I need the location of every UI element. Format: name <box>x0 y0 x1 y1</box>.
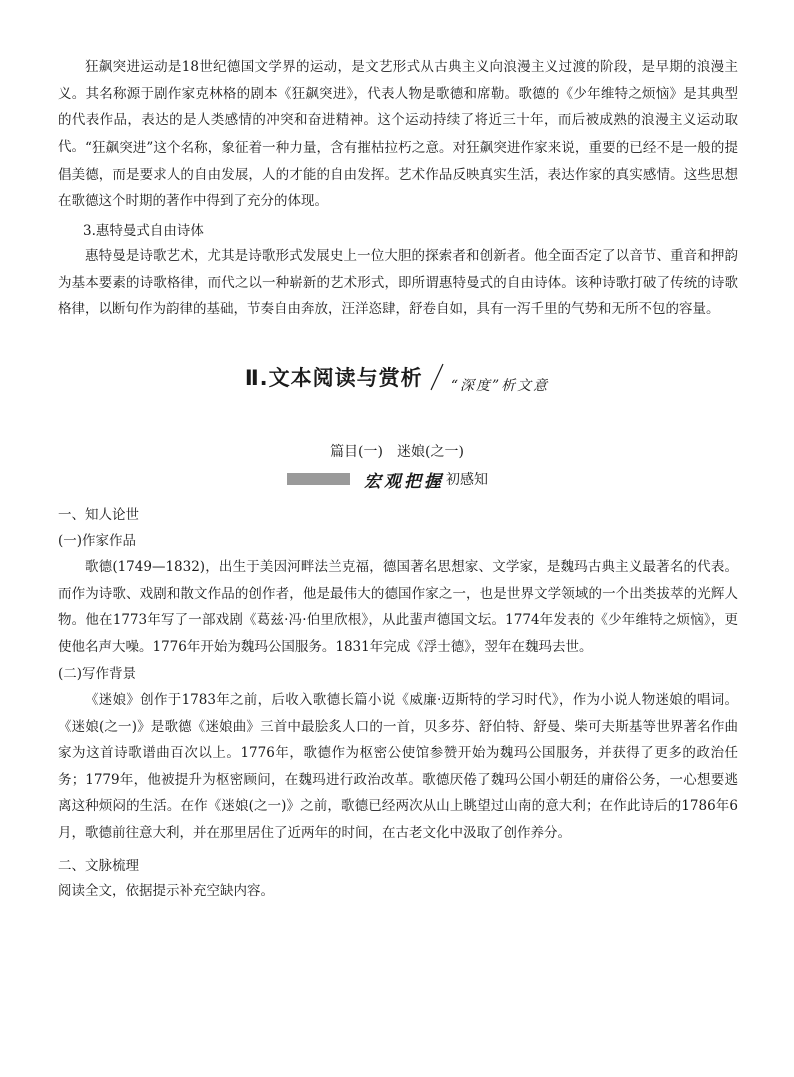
section-title-main: Ⅱ.文本阅读与赏析 <box>244 366 423 390</box>
instruction-fill-blanks: 阅读全文，依据提示补充空缺内容。 <box>58 883 274 899</box>
section-title <box>0 362 794 402</box>
paragraph-writing-background: 《迷娘》创作于1783年之前，后收入歌德长篇小说《威廉·迈斯特的学习时代》，作为小说人物迷娘的唱词。《迷娘(之一)》是歌德《迷娘曲》三首中最脍炙人口的一首，贝多芬、舒伯特、舒曼、柴可夫斯基等世界著名作曲家为这首诗歌谱曲百次以上。1776年，歌德作为枢密公使馆参赞开始为魏玛公国服务，并获得了更多的政治任务；1779年，他被提升为枢密顾问，在魏玛进行政治改革。歌德厌倦了魏玛公国小朝廷的庸俗公务，一心想要逃离这种烦闷的生活。在作《迷娘(之一)》之前，歌德已经两次从山上眺望过山南的意大利；在作此诗后的1786年6月，歌德前往意大利，并在那里居住了近两年的时间，在古老文化中汲取了创作养分。 <box>58 692 738 841</box>
heading-writing-background: (二)写作背景 <box>58 666 137 682</box>
heading-author-works: (一)作家作品 <box>58 533 137 549</box>
paragraph-whitman: 惠特曼是诗歌艺术，尤其是诗歌形式发展史上一位大胆的探索者和创新者。他全面否定了以音节、重音和押韵为基本要素的诗歌格律，而代之以一种崭新的艺术形式，即所谓惠特曼式的自由诗体。该种诗歌打破了传统的诗歌格律，以断句作为韵律的基础，节奏自由奔放，汪洋恣肆，舒卷自如，具有一泻千里的气势和无所不包的容量。 <box>58 248 738 318</box>
section-tagline: “深度”析文意 <box>450 378 550 394</box>
banner-strong-text: 宏观把握 <box>364 471 444 492</box>
article-title: 篇目(一) 迷娘(之一) <box>330 444 464 460</box>
banner-bar-decoration <box>287 473 350 485</box>
subheading-whitman-free-verse: 3.惠特曼式自由诗体 <box>83 223 204 239</box>
overview-banner <box>287 467 488 491</box>
heading-know-author: 一、知人论世 <box>58 507 139 523</box>
paragraph-sturm-und-drang-2: “狂飙突进”这个名称，象征着一种力量，含有摧枯拉朽之意。对狂飙突进作家来说，重要的已经不是一般的提倡美德，而是要求人的自由发展，人的才能的自由发挥。艺术作品反映真实生活，表达作家的真实感情。这些思想在歌德这个时期的著作中得到了充分的体现。 <box>58 140 738 210</box>
paragraph-sturm-und-drang-1: 狂飙突进运动是18世纪德国文学界的运动，是文艺形式从古典主义向浪漫主义过渡的阶段，是早期的浪漫主义。其名称源于剧作家克林格的剧本《狂飙突进》，代表人物是歌德和席勒。歌德的《少年维特之烦恼》是其典型的代表作品，表达的是人类感情的冲突和奋进精神。这个运动持续了将近三十年，而后被成熟的浪漫主义运动取代。 <box>58 59 738 155</box>
paragraph-goethe-bio: 歌德(1749—1832)，出生于美因河畔法兰克福，德国著名思想家、文学家，是魏玛古典主义最著名的代表。而作为诗歌、戏剧和散文作品的创作者，他是最伟大的德国作家之一，也是世界文学领域的一个出类拔萃的光辉人物。他在1773年写了一部戏剧《葛兹·冯·伯里欣根》，从此蜚声德国文坛。1774年发表的《少年维特之烦恼》，更使他名声大噪。1776年开始为魏玛公国服务。1831年完成《浮士德》，翌年在魏玛去世。 <box>58 559 738 655</box>
banner-light-text: 初感知 <box>446 472 488 488</box>
heading-text-structure: 二、文脉梳理 <box>58 858 139 874</box>
slash-divider-icon <box>428 362 446 392</box>
